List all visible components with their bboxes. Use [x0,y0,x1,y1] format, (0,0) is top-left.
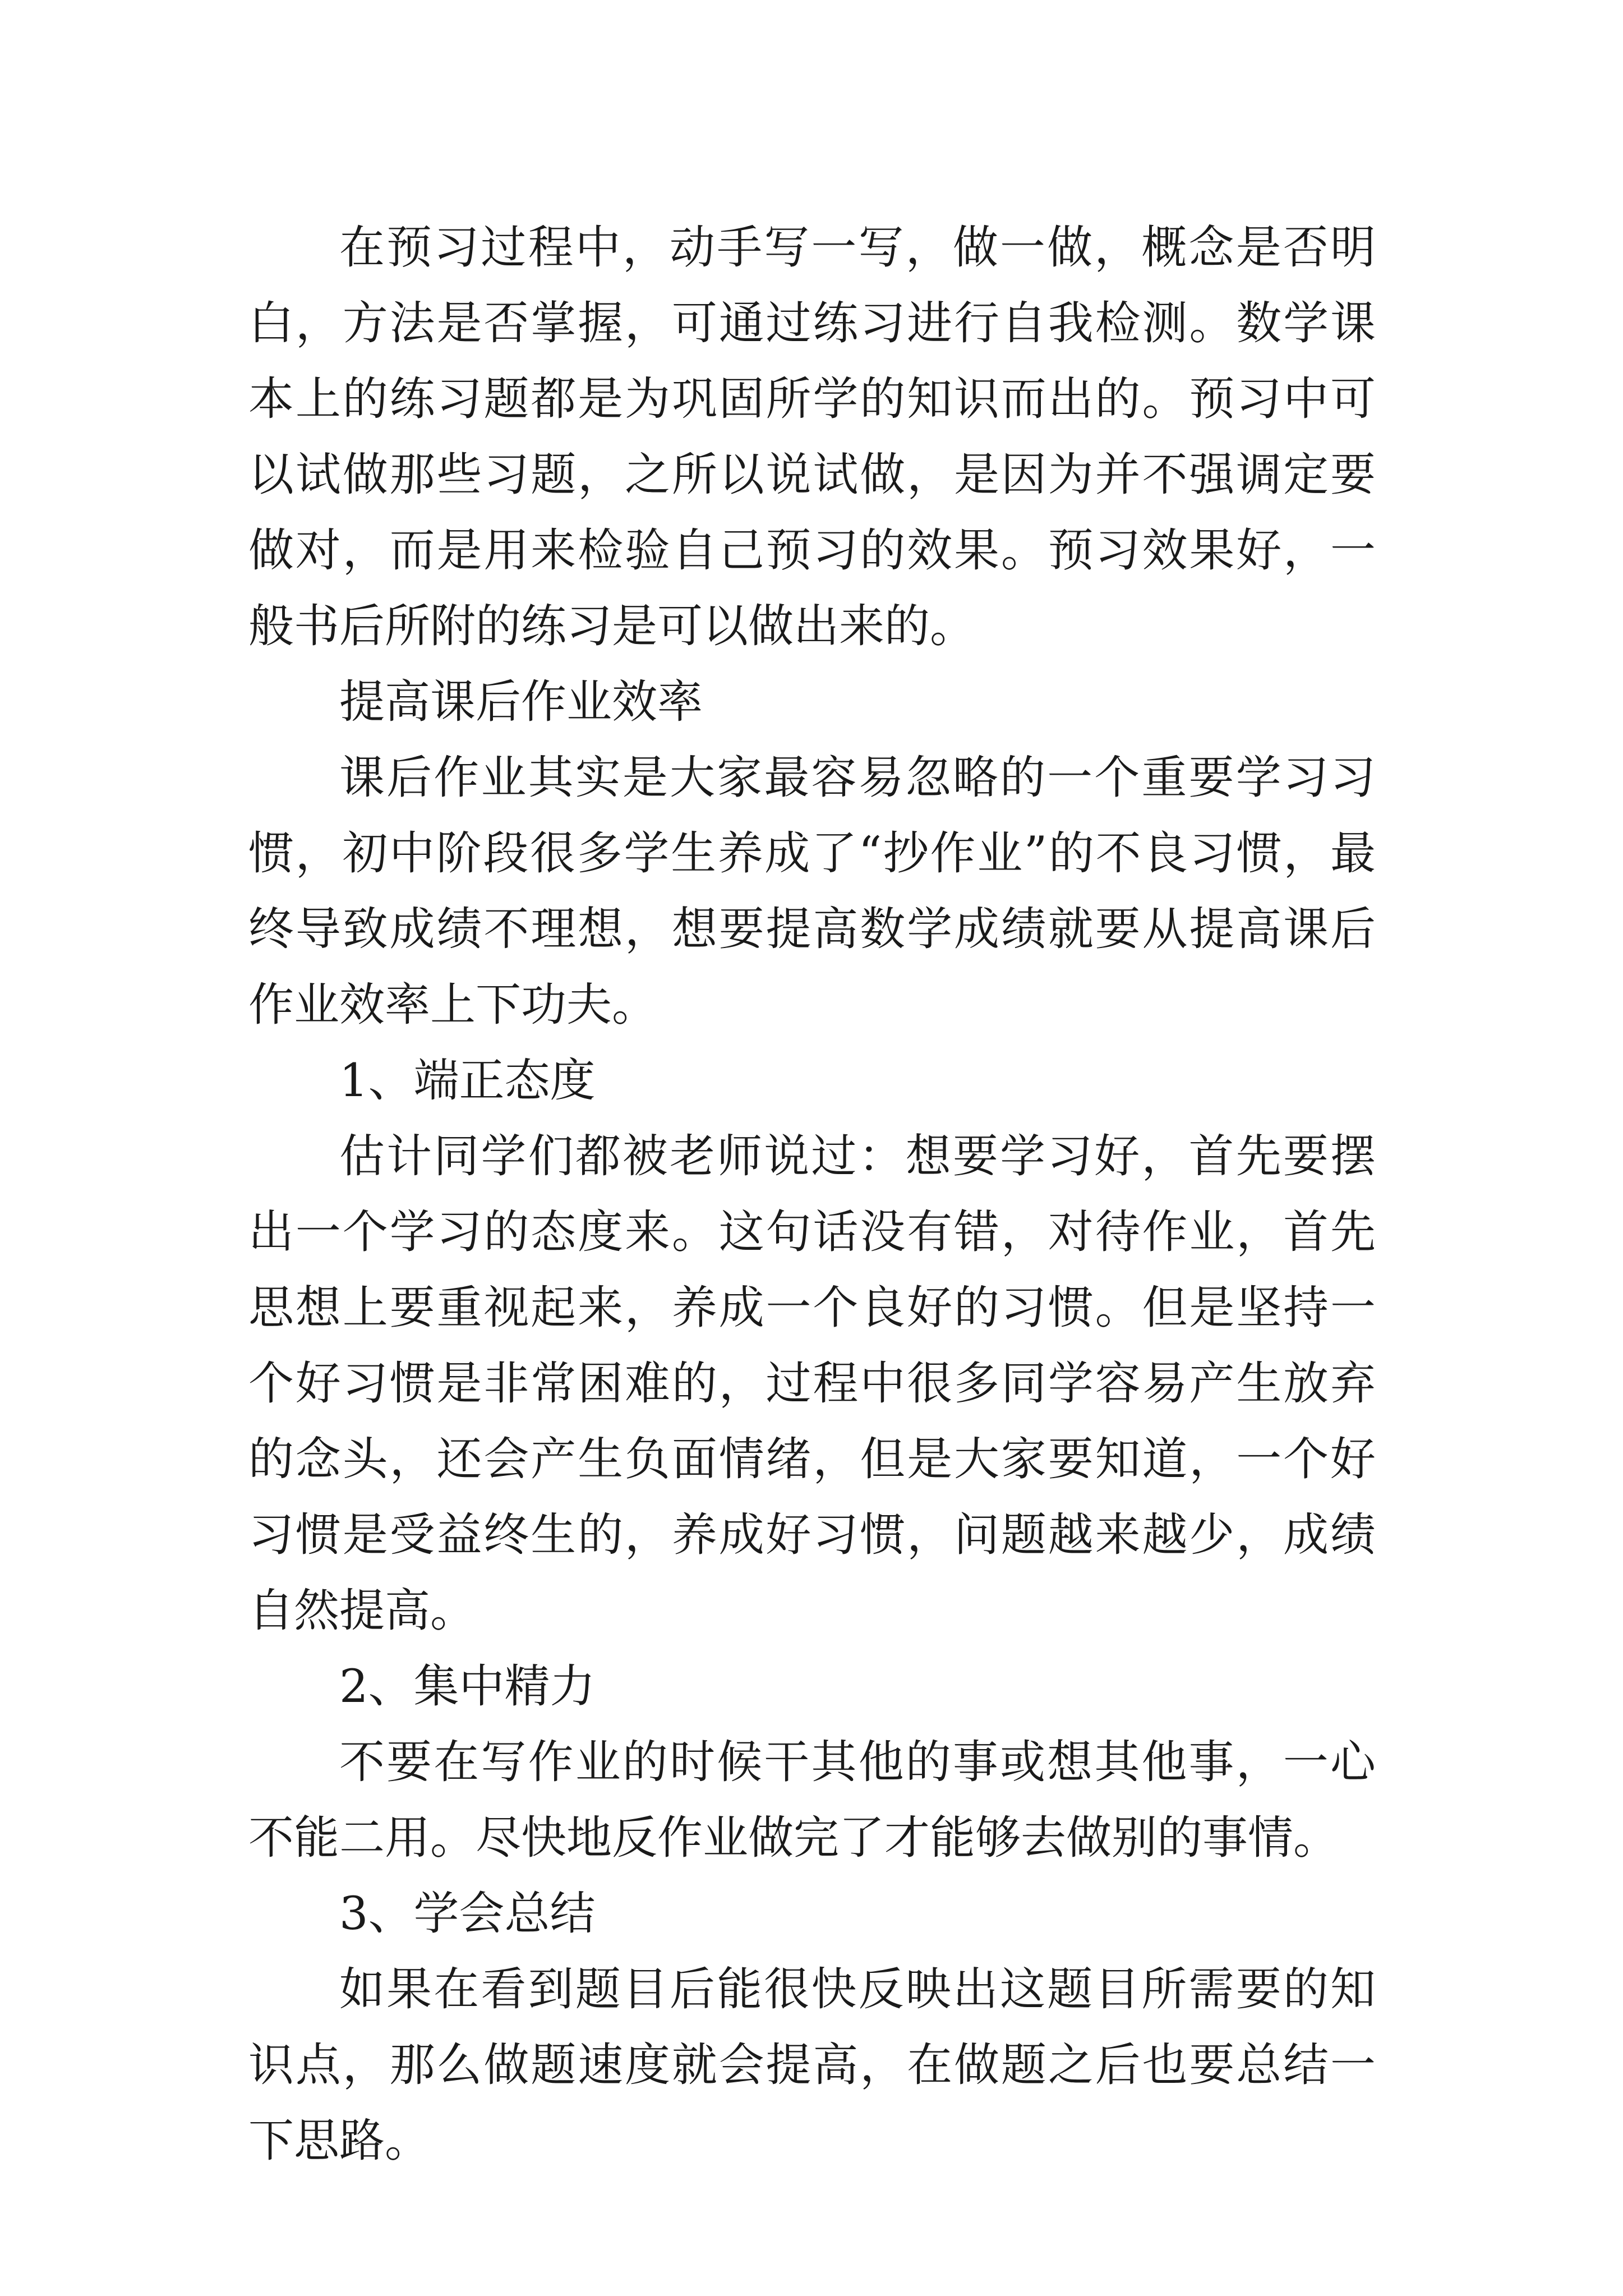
subheading-summarize: 3、学会总结 [339,1888,596,1940]
paragraph-summarize: 如果在看到题目后能很快反映出这题目所需要的知识点，那么做题速度就会提高，在做题之后也要总结一下思路。 [248,1963,1376,2168]
paragraph-homework-intro: 课后作业其实是大家最容易忽略的一个重要学习习惯，初中阶段很多学生养成了“抄作业”的不良习惯，最终导致成绩不理想，想要提高数学成绩就要从提高课后作业效率上下功夫。 [248,752,1376,1032]
document-body [248,210,1376,2179]
paragraph-focus: 不要在写作业的时候干其他的事或想其他事，一心不能二用。尽快地反作业做完了才能够去做别的事情。 [248,1736,1376,1865]
subheading-focus: 2、集中精力 [339,1660,596,1713]
paragraph-preview-practice: 在预习过程中，动手写一写，做一做，概念是否明白，方法是否掌握，可通过练习进行自我检测。数学课本上的练习题都是为巩固所学的知识而出的。预习中可以试做那些习题，之所以说试做，是因为并不强调定要做对，而是用来检验自己预习的效果。预习效果好，一般书后所附的练习是可以做出来的。 [248,222,1376,653]
subheading-attitude: 1、端正态度 [339,1055,596,1107]
paragraph-attitude: 估计同学们都被老师说过：想要学习好，首先要摆出一个学习的态度来。这句话没有错，对待作业，首先思想上要重视起来，养成一个良好的习惯。但是坚持一个好习惯是非常困难的，过程中很多同学容易产生放弃的念头，还会产生负面情绪，但是大家要知道，一个好习惯是受益终生的，养成好习惯，问题越来越少，成绩自然提高。 [248,1130,1376,1637]
section-heading-homework-efficiency: 提高课后作业效率 [339,676,703,729]
